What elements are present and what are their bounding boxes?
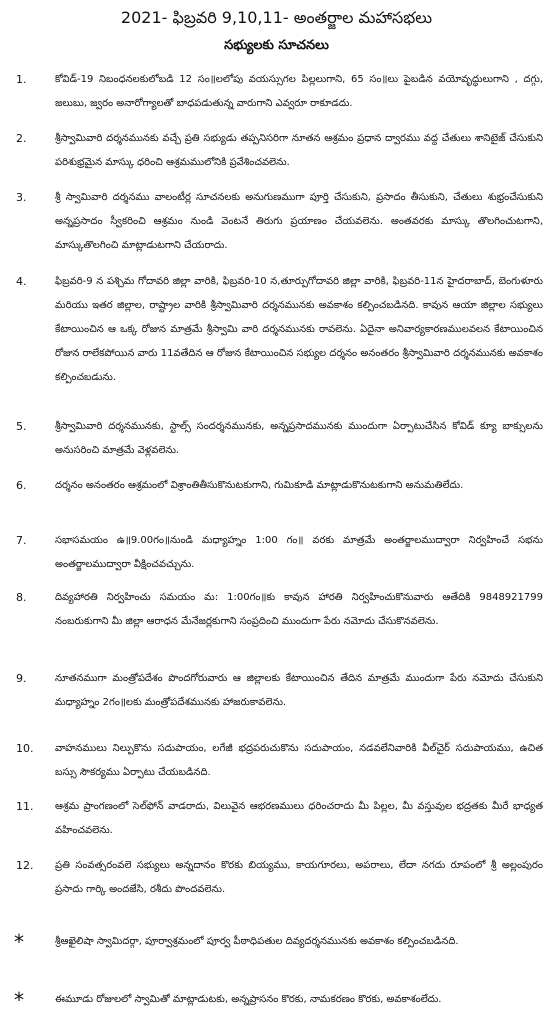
item-number: 2. xyxy=(16,132,27,145)
item-text: ఆశ్రమ ప్రాంగణంలో సెల్‌ఫోన్ వాడరాదు, విలువైన ఆభరణములు ధరించరాదు మీ పిల్లల, మీ వస్తువుల భద్రతకు మీరే భాధ్యత వహించవలెను. xyxy=(55,801,543,836)
item-number: 5. xyxy=(16,420,27,433)
page-title: 2021- ఫిబ్రవరి 9,10,11- అంతర్జాల మహాసభలు xyxy=(120,8,433,27)
page-subtitle: సభ్యులకు సూచనలు xyxy=(224,38,329,53)
item-text: ఫిబ్రవరి-9 న పశ్చిమ గోదావరి జిల్లా వారికి, ఫిబ్రవరి-10 న,తూర్పుగోదావరి జిల్లా వారికి, ఫిబ్రవరి-11న హైదరాబాద్, బెంగుళూరు మరియు ఇతర జిల్లాల, రాష్ట్రాల వారికి శ్రీస్వామివారి దర్శనమునకు అవకాశం కల్పించబడినది. కావున ఆయా జిల్లాల సభ్యులు కేటాయించిన ఆ ఒక్క రోజున మాత్రమే శ్రీస్వామి వారి దర్శనమునకు రావలెను. ఏదైనా అనివార్యకారణములవలన కేటాయించిన రోజున రాలేకపోయిన వారు 11వతేదిన ఆ రోజున కేటాయించిన సభ్యుల దర్శనం అనంతరం శ్రీస్వామివారి దర్శనమునకు అవకాశం కల్పించబడును. xyxy=(55,276,543,383)
item-number: 12. xyxy=(16,859,34,872)
item-text: దివ్యహారతి నిర్వహించు సమయం మ: 1:00గం॥కు కావున హారతి నిర్వహించుకొనువారు ఆతేదికి 9848921799 నంబరుకుగాని మీ జిల్లా ఆరాధన మేనేజర్లకుగాని సంప్రదించి ముందుగా పేరు నమోదు చేసుకొనవలెను. xyxy=(55,592,543,627)
item-number: 7. xyxy=(16,534,27,547)
item-number: 1. xyxy=(16,73,27,86)
item-text: ఈమూడు రోజులలో స్వామితో మాట్లాడుటకు, అన్నప్రాసనం కొరకు, నామకరణం కొరకు, అవకాశంలేదు. xyxy=(55,994,442,1005)
asterisk-bullet: * xyxy=(14,988,24,1012)
item-text: వాహనములు నిల్పుకొను సదుపాయం, లగేజీ భద్రపరుచుకొను సదుపాయం, నడవలేనివారికి వీల్‌చైర్ సదుపాయము, ఉచిత బస్సు సౌకర్యము ఏర్పాటు చేయబడినది. xyxy=(55,743,543,778)
item-text: సభాసమయం ఉ॥9.00గం॥నుండి మధ్యాహ్నం 1:00 గం॥ వరకు మాత్రమే అంతర్జాలముద్వారా నిర్వహించే సభను అంతర్జాలముద్వారా వీక్షించవచ్చును. xyxy=(55,535,543,570)
item-text: దర్శనం అనంతరం ఆశ్రమంలో విశ్రాంతితీసుకొనుటకుగాని, గుమికూడి మాట్లాడుకొనుటకుగాని అనుమతిలేదు. xyxy=(55,480,464,491)
item-text: ప్రతి సంవత్సరంవలె సభ్యులు అన్నదానం కొరకు బియ్యము, కాయగూరలు, అపరాలు, లేదా నగదు రూపంలో శ్రీ అల్లంపురం ప్రసాదు గార్కి అందజేసి, రశీదు పొందవలెను. xyxy=(55,860,543,895)
item-text: కోవిడ్-19 నిబంధనలకులోబడి 12 సం॥లలోపు వయస్సుగల పిల్లలుగాని, 65 సం॥లు పైబడిన వయోవృద్ధులుగాని , దగ్గు, జలుబు, జ్వరం అనారోగ్యాలతో బాధపడుతున్న వారుగాని ఎవ్వరూ రాకూడదు. xyxy=(55,74,543,109)
item-text: శ్రీ స్వామివారి దర్శనము వాలంటీర్ల సూచనలకు అనుగుణముగా పూర్తి చేసుకుని, ప్రసాదం తీసుకుని, చేతులు శుభ్రంచేసుకుని అన్నప్రసాదం స్వీకరించి ఆశ్రమం నుండి వెంటనే తిరుగు ప్రయాణం చేయవలెను. అంతవరకు మాస్కు తొలగించుటగాని, మాస్కుతొలగించి మాట్లాడుటగాని చేయరాదు. xyxy=(55,192,543,251)
item-text: శ్రీఆఖైలిషా స్వామిదర్గా, పూర్వాశ్రమంలో పూర్వ పీఠాధిపతుల దివ్యదర్శనమునకు అవకాశం కల్పించబడినది. xyxy=(55,936,459,947)
item-number: 4. xyxy=(16,275,27,288)
item-number: 9. xyxy=(16,672,27,685)
item-number: 6. xyxy=(16,479,27,492)
item-text: శ్రీస్వామివారి దర్శనమునకు, స్టాల్స్ సందర్శనమునకు, అన్నప్రసాదమునకు ముందుగా ఏర్పాటుచేసిన కోవిడ్ క్యూ బాక్సులను అనుసరించి మాత్రమే వెళ్లవలెను. xyxy=(55,421,543,456)
item-number: 11. xyxy=(16,800,34,813)
item-number: 3. xyxy=(16,191,27,204)
item-text: శ్రీస్వామివారి దర్శనమునకు వచ్చే ప్రతి సభ్యుడు తప్పనిసరిగా నూతన ఆశ్రమం ప్రధాన ద్వారము వద్ద చేతులు శానిటైజ్ చేసుకుని పరిశుభ్రమైన మాస్కు ధరించి ఆశ్రమములోనికి ప్రవేశించవలెను. xyxy=(55,133,543,168)
item-text: నూతనముగా మంత్రోపదేశం పొందగోరువారు ఆ జిల్లాలకు కేటాయించిన తేదిన మాత్రమే ముందుగా పేరు నమోదు చేసుకుని మధ్యాహ్నం 2గం॥లకు మంత్రోపదేశమునకు హాజరుకావలెను. xyxy=(55,673,543,708)
item-number: 8. xyxy=(16,591,27,604)
item-number: 10. xyxy=(16,742,34,755)
asterisk-bullet: * xyxy=(14,930,24,954)
